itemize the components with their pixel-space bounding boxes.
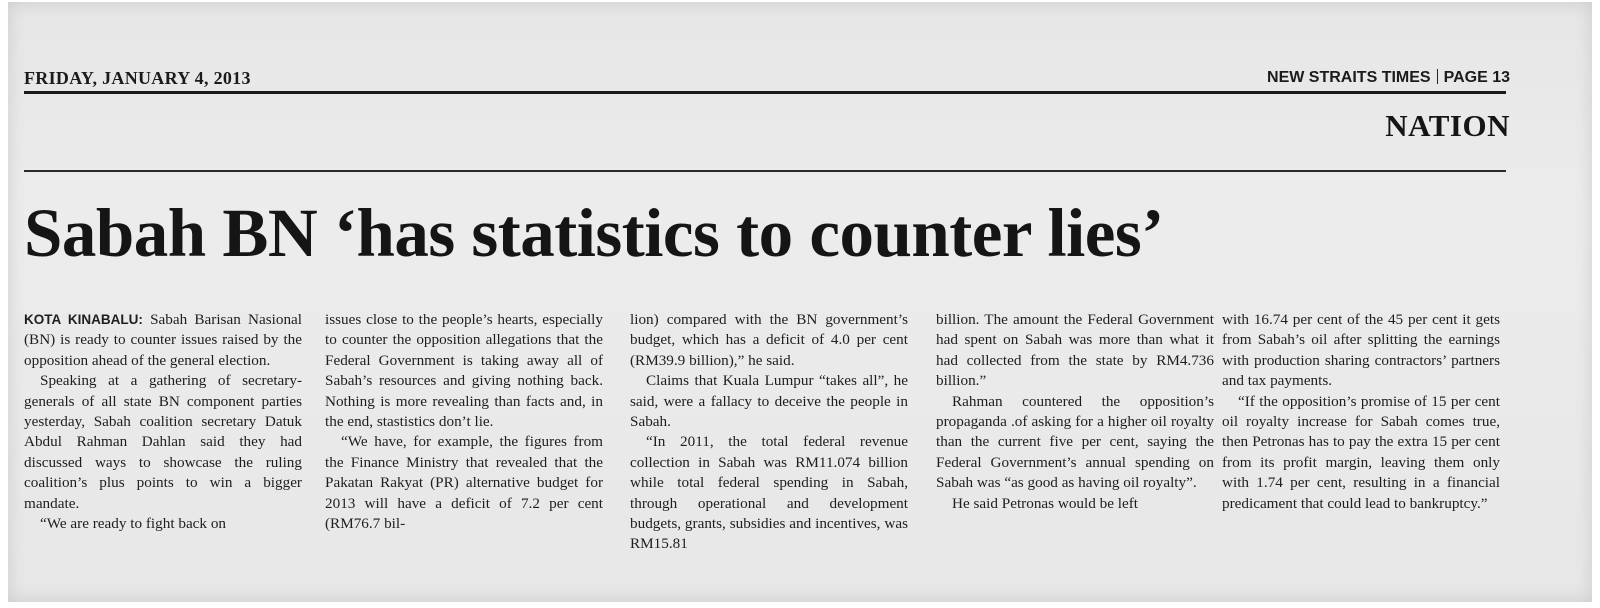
paragraph: “We are ready to fight back on bbox=[40, 515, 227, 533]
top-rule bbox=[24, 91, 1506, 94]
article-column-5 bbox=[1222, 310, 1500, 514]
section-label: NATION bbox=[1385, 108, 1510, 143]
dateline-kicker: KOTA KINABALU: bbox=[24, 312, 143, 327]
article-column-1 bbox=[24, 310, 302, 534]
paper-name: NEW STRAITS TIMES bbox=[1267, 69, 1431, 86]
paragraph: “We have, for example, the figures from the Finance Ministry that revealed that the Pakatan Rakyat (PR) alternative budget for 2013 will have a deficit of 7.2 per cent (RM76.7 bil- bbox=[325, 433, 603, 533]
paragraph-text: Sabah Barisan Nasional (BN) is ready to counter issues raised by the opposition ahead of the general election. bbox=[24, 311, 302, 369]
article-column-4 bbox=[936, 310, 1214, 514]
paragraph: He said Petronas would be left bbox=[952, 494, 1139, 512]
page-number: PAGE 13 bbox=[1443, 69, 1510, 86]
paragraph: Claims that Kuala Lumpur “takes all”, he said, were a fallacy to deceive the people in Sabah. bbox=[630, 372, 908, 431]
article-column-3 bbox=[630, 310, 908, 555]
paragraph: issues close to the people’s hearts, especially to counter the opposition allegations that the Federal Government is taking away all of Sabah’s resources and giving nothing back. Nothing is more revealing than facts and, in the end, stastistics don’t lie. bbox=[325, 311, 603, 431]
paragraph: lion) compared with the BN government’s budget, which has a deficit of 4.0 per cent (RM39.9 billion),” he said. bbox=[630, 311, 908, 369]
paragraph: billion. The amount the Federal Government had spent on Sabah was more than what it had collected from the state by RM4.736 billion.” bbox=[936, 311, 1214, 390]
separator bbox=[1437, 69, 1438, 84]
paper-info bbox=[1267, 69, 1510, 87]
paragraph: Speaking at a gathering of secretary-generals of all state BN component parties yesterday, Sabah coalition secretary Datuk Abdul Rahman Dahlan said they had discussed ways to showcase the ruling coalition’s plus points to win a bigger mandate. bbox=[24, 372, 302, 512]
headline: Sabah BN ‘has statistics to counter lies’ bbox=[24, 195, 1164, 271]
article-column-2 bbox=[325, 310, 603, 534]
paragraph: “If the opposition’s promise of 15 per cent oil royalty increase for Sabah comes true, then Petronas has to pay the extra 15 per cent from its profit margin, leaving them only with 1.74 per cent, resulting in a financial predicament that could lead to bankruptcy.” bbox=[1222, 392, 1500, 512]
paragraph: Rahman countered the opposition’s propaganda .of asking for a higher oil royalty than the current five per cent, saying the Federal Government’s annual spending on Sabah was “as good as having oil royalty”. bbox=[936, 392, 1214, 492]
paragraph bbox=[24, 310, 302, 371]
newspaper-clipping bbox=[8, 2, 1592, 602]
article-body bbox=[24, 310, 1512, 582]
issue-date: FRIDAY, JANUARY 4, 2013 bbox=[24, 68, 251, 88]
paragraph: “In 2011, the total federal revenue collection in Sabah was RM11.074 billion while total federal spending in Sabah, through operational and development budgets, grants, subsidies and incentives, was RM15.81 bbox=[630, 433, 908, 553]
paragraph: with 16.74 per cent of the 45 per cent it gets from Sabah’s oil after splitting the earnings with production sharing contractors’ partners and tax payments. bbox=[1222, 311, 1500, 390]
section-rule bbox=[24, 170, 1506, 172]
